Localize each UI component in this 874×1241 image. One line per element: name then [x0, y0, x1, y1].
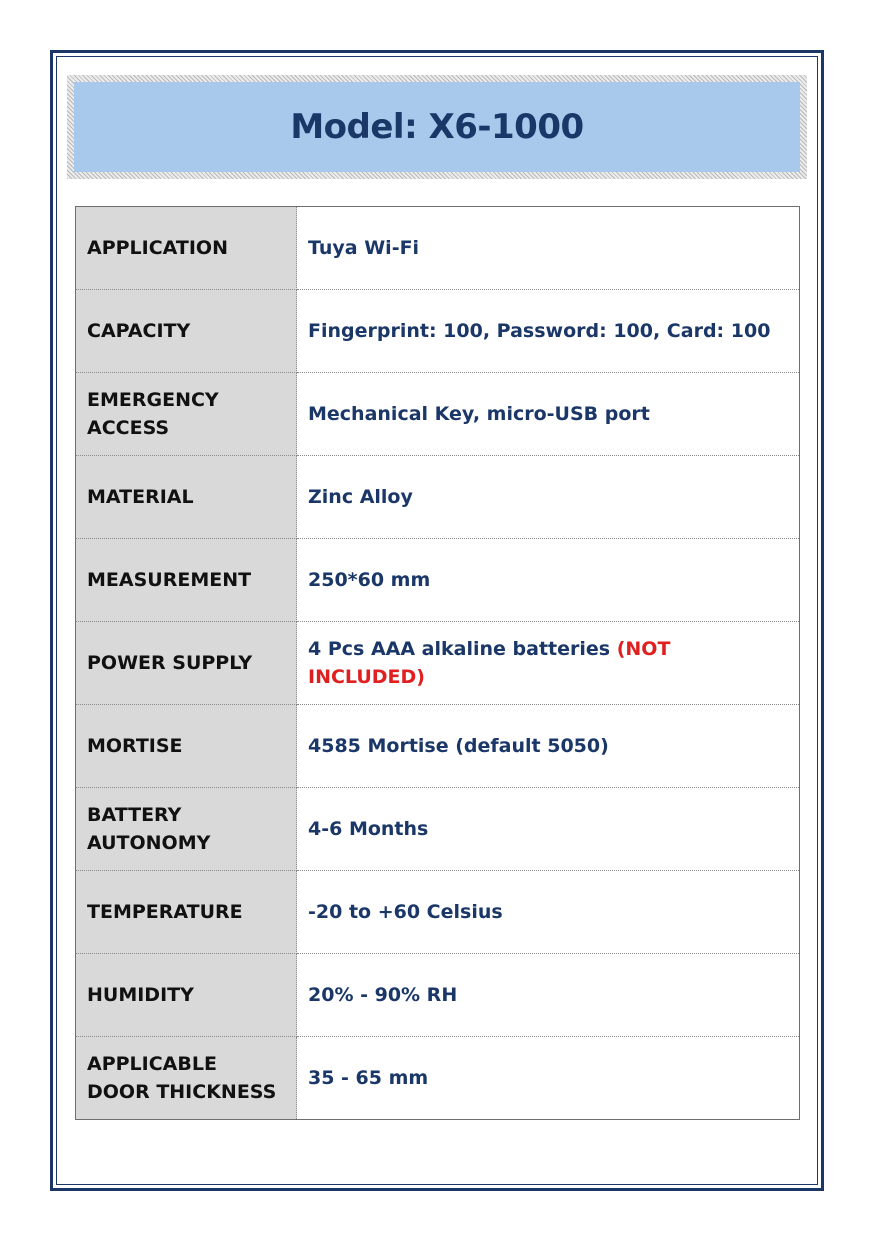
spec-label-measurement: MEASUREMENT — [76, 539, 297, 622]
spec-label-line: ACCESS — [87, 417, 170, 439]
spec-value-mortise: 4585 Mortise (default 5050) — [297, 705, 800, 788]
spec-value-power-supply — [297, 622, 800, 705]
table-row — [76, 871, 800, 954]
spec-value-capacity: Fingerprint: 100, Password: 100, Card: 100 — [297, 290, 800, 373]
spec-label-line: AUTONOMY — [87, 832, 211, 854]
table-row — [76, 705, 800, 788]
table-row — [76, 539, 800, 622]
title-banner-fill — [74, 82, 800, 172]
table-row — [76, 788, 800, 871]
page-title: Model: X6-1000 — [290, 107, 584, 147]
spec-value-battery-autonomy: 4-6 Months — [297, 788, 800, 871]
spec-label-line: EMERGENCY — [87, 389, 219, 411]
spec-label-emergency-access — [76, 373, 297, 456]
spec-label-humidity: HUMIDITY — [76, 954, 297, 1037]
spec-label-line: DOOR THICKNESS — [87, 1081, 277, 1103]
title-banner — [67, 75, 807, 179]
table-row — [76, 373, 800, 456]
spec-value-temperature: -20 to +60 Celsius — [297, 871, 800, 954]
spec-label-capacity: CAPACITY — [76, 290, 297, 373]
spec-label-mortise: MORTISE — [76, 705, 297, 788]
table-row — [76, 1037, 800, 1120]
table-row — [76, 207, 800, 290]
spec-value-door-thickness: 35 - 65 mm — [297, 1037, 800, 1120]
not-included-note: (NOT INCLUDED) — [308, 638, 671, 688]
table-row — [76, 954, 800, 1037]
table-row — [76, 456, 800, 539]
spec-value-humidity: 20% - 90% RH — [297, 954, 800, 1037]
spec-label-line: APPLICABLE — [87, 1053, 217, 1075]
spec-value-text: 4 Pcs AAA alkaline batteries — [308, 638, 611, 660]
table-row — [76, 290, 800, 373]
spec-value-application: Tuya Wi-Fi — [297, 207, 800, 290]
spec-label-material: MATERIAL — [76, 456, 297, 539]
spec-label-temperature: TEMPERATURE — [76, 871, 297, 954]
spec-value-measurement: 250*60 mm — [297, 539, 800, 622]
spec-label-door-thickness — [76, 1037, 297, 1120]
spec-label-battery-autonomy — [76, 788, 297, 871]
spec-label-application: APPLICATION — [76, 207, 297, 290]
spec-label-line: BATTERY — [87, 804, 182, 826]
table-row — [76, 622, 800, 705]
spec-label-power-supply: POWER SUPPLY — [76, 622, 297, 705]
spec-value-emergency-access: Mechanical Key, micro-USB port — [297, 373, 800, 456]
spec-value-material: Zinc Alloy — [297, 456, 800, 539]
spec-table — [75, 206, 800, 1120]
